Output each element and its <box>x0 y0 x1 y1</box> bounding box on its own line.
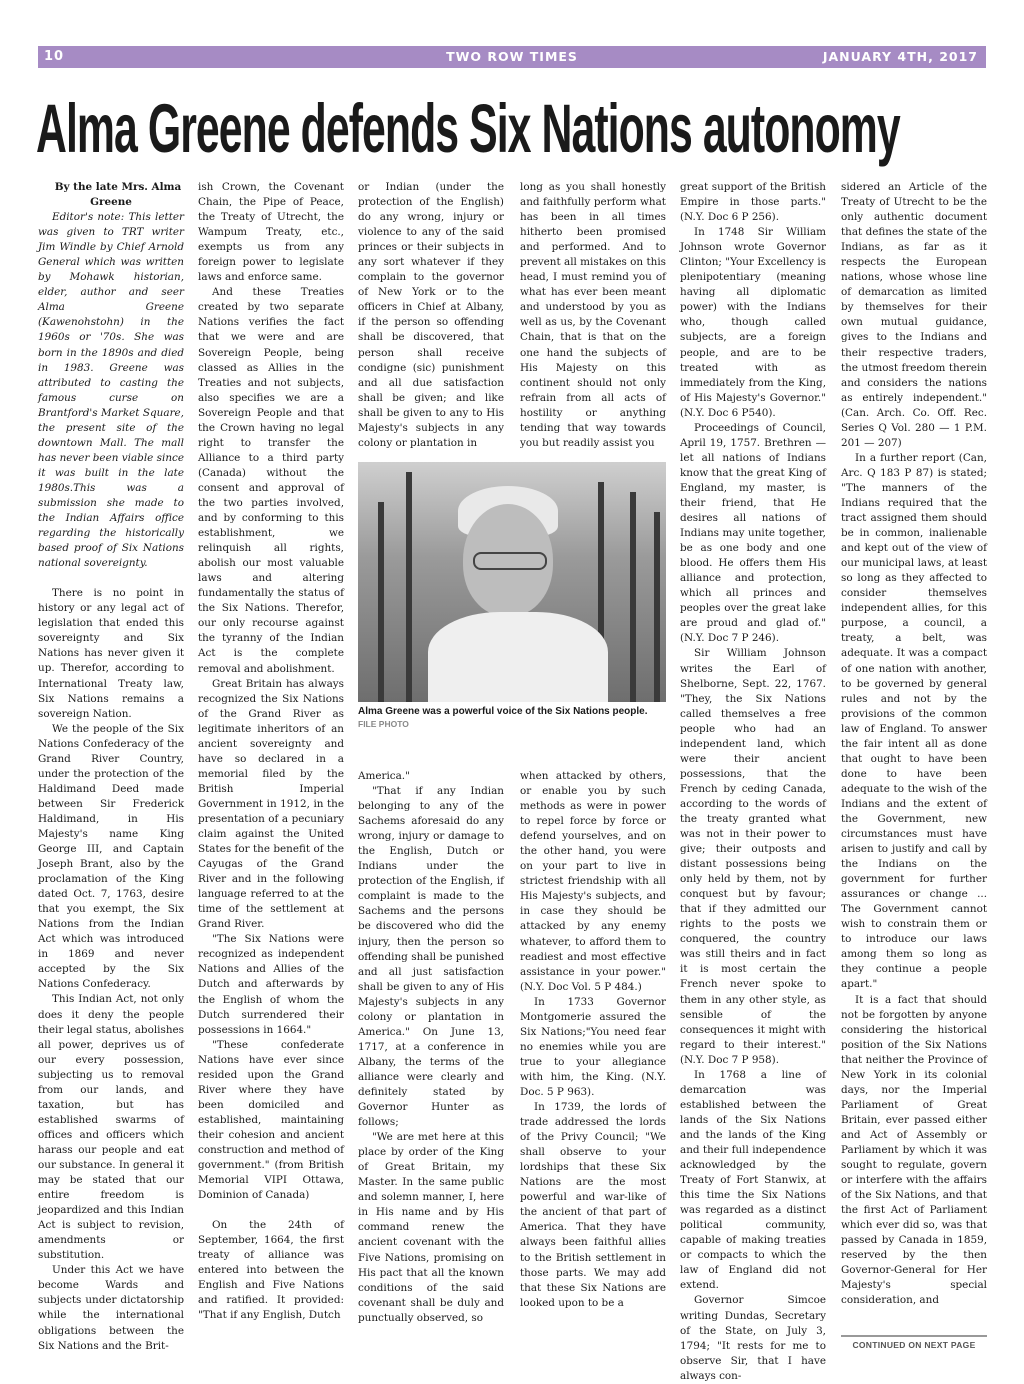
column-4-body-bottom <box>520 769 666 1311</box>
paragraph: In 1739, the lords of trade addressed the lords of the Privy Council; "We shall observe to your lordships that these Six Nations are the most powerful and war-like of the ancient of that part of America. That they have always been faithful allies to the British settlement in those parts. We may add that these Six Nations are looked upon to be a <box>520 1101 666 1309</box>
photo-caption <box>358 706 666 731</box>
column-3-body-top <box>358 180 504 451</box>
paragraph: ish Crown, the Covenant Chain, the Pipe of Peace, the Treaty of Utrecht, the Wampum Treaty, etc., exempts us from any foreign power to legislate laws and enforce same. <box>198 181 344 284</box>
column-3-bottom <box>358 769 504 1326</box>
paragraph: great support of the British Empire in those parts." (N.Y. Doc 6 P 256). <box>680 181 826 224</box>
paragraph: Great Britain has always recognized the Six Nations of the Grand River as legitimate inheritors of an ancient sovereignty and have so declared in a memorial filed by the British Imperial Government in 1912, in the presentation of a pecuniary claim against the United States for the benefit of the Cayugas of the Grand River and in the following language referred to at the time of the settlement at Grand River. <box>198 677 344 931</box>
paragraph: "That if any Indian belonging to any of the Sachems aforesaid do any wrong, injury or damage to the English, Dutch or Indians under the protection of the English, if complaint is made to the Sachems and the persons be discovered who did the injury, then the person so offending shall be punished and all just satisfaction shall be given to any of His Majesty's subjects in any colony or plantation in America." On June 13, 1717, at a conference in Albany, the terms of the alliance were clearly and definitely stated by Governor Hunter as follows; <box>358 785 504 1129</box>
article-headline: Alma Greene defends Six Nations autonomy <box>36 90 900 167</box>
publication-name: TWO ROW TIMES <box>446 49 578 64</box>
paragraph: Governor Simcoe writing Dundas, Secretary of the State, on July 3, 1794; "It rests for me to observe Sir, that I have always con- <box>680 1294 826 1382</box>
column-5 <box>680 180 826 1384</box>
paragraph: "The Six Nations were recognized as independent Nations and Allies of the Dutch and afterwards by the English of whom the Dutch surrendered their possessions in 1664." <box>198 933 344 1036</box>
column-6 <box>841 180 987 1309</box>
issue-date: JANUARY 4TH, 2017 <box>822 49 978 64</box>
column-1-body <box>38 586 184 1353</box>
column-6-body <box>841 180 987 1309</box>
column-3-top <box>358 180 504 451</box>
paragraph: "We are met here at this place by order of the King of Great Britain, my Master. In the same public and solemn manner, I, here in His name and by His command renew the ancient covenant with the Five Nations, promising on His pact that all the known conditions of the said covenant shall be duly and punctually observed, so <box>358 1131 504 1324</box>
paragraph: America." <box>358 770 410 782</box>
paragraph: On the 24th of September, 1664, the first treaty of alliance was entered into between the English and Five Nations and ratified. It provided: "That if any English, Dutch <box>198 1219 344 1322</box>
page-number: 10 <box>44 49 65 64</box>
editor-note: Editor's note: This letter was given to TRT writer Jim Windle by Chief Arnold General which was written by Mohawk historian, elder, author and seer Alma Greene (Kawenohstohn) in the 1960s or '70s. She was born in the 1890s and died in 1983. Greene was attributed to casting the famous curse on Brantford's Market Square, the present site of the downtown Mall. The mall has never been viable since it was built in the late 1980s.This was a submission she made to the Indian Affairs office regarding the historically based proof of Six Nations national sovereignty. <box>38 211 184 570</box>
paragraph: This Indian Act, not only does it deny the people their legal status, abolishes all power, deprives us of our every possession, subjecting us to removal from our lands, and taxation, but has established swarms of offices and officers which harass our people and eat our substance. In general it may be stated that our entire freedom is jeopardized and this Indian Act is subject to revision, amendments or substitution. <box>38 993 184 1262</box>
column-5-body <box>680 180 826 1384</box>
paragraph: In 1768 a line of demarcation was established between the lands of the Six Nations and the lands of the King and their full independence acknowledged by the Treaty of Fort Stanwix, at this time the Six Nations was regarded as a distinct political community, capable of making treaties or compacts to which the law of England did not extend. <box>680 1068 826 1292</box>
paragraph: And these Treaties created by two separate Nations verifies the fact that we were and are Sovereign People, being classed as Allies in the Treaties and not subjects, also specifies we are a Sovereign People and that the Crown having no legal right to transfer the Alliance to a third party (Canada) without the consent and approval of the two parties involved, and by conforming to this establishment, we relinquish all rights, abolish our most valuable laws and altering fundamentally the status of the Six Nations. Therefor, our only recourse against the tyranny of the Indian Act is the complete removal and abolishment. <box>198 286 344 675</box>
paragraph: "These confederate Nations have ever since resided upon the Grand River where they have been domiciled and established, maintaining their cohesion and ancient construction and method of government." (from British Memorial VIPI Ottawa, Dominion of Canada) <box>198 1038 344 1202</box>
paragraph: Sir William Johnson writes the Earl of Shelborne, Sept. 22, 1767. "They, the Six Nations called themselves a free people who had an independent land, which were their ancient possessions, that the French by ceding Canada, according to the words of the treaty granted what was not in their power to give; their outposts and distant possessions being only held by them, not by conquest but by favour; that if they admitted our rights to the posts we conquered, the country was still theirs and in fact it is most certain the French never spoke to them in any other style, as sensible of the consequences it might with regard to their interest." (N.Y. Doc 7 P 958). <box>680 647 826 1066</box>
paragraph: or Indian (under the protection of the English) do any wrong, injury or violence to any of the said princes or their subjects in any sort whatever if they complain to the governor of New York or to the officers in Chief at Albany, if the person so offending shall be discovered, that person shall receive condigne (sic) punishment and all due satisfaction shall be given; and like shall be given to any to His Majesty's subjects in any colony or plantation in <box>358 181 504 449</box>
paragraph: In 1733 Governor Montgomerie assured the Six Nations;"You need fear no enemies while you are true to your allegiance with him, the King. (N.Y. Doc. 5 P 963). <box>520 995 666 1098</box>
paragraph: It is a fact that should not be forgotten by anyone considering the historical position of the Six Nations that neither the Province of New York in its colonial days, nor the Imperial Parliament of Great Britain, ever passed either and Act of Assembly or Parliament by which it was sought to regulate, govern or interfere with the affairs of the Six Nations, and that the first Act of Parliament which ever did so, was that passed by Canada in 1859, reserved by the then Governor-General for Her Majesty's special consideration, and <box>841 993 987 1307</box>
page-header-bar <box>38 46 986 68</box>
photo-caption-text: Alma Greene was a powerful voice of the Six Nations people. <box>358 706 648 717</box>
photo-credit: FILE PHOTO <box>358 719 409 729</box>
paragraph: In 1748 Sir William Johnson wrote Governor Clinton; "Your Excellency is plenipotentiary (meaning having all diplomatic power) with the Indians who, though called subjects, are a foreign people, and are to be treated with as immediately from the King, of His Majesty's Governor." (N.Y. Doc 6 P540). <box>680 226 826 419</box>
column-2 <box>198 180 344 1324</box>
column-4-top <box>520 180 666 451</box>
paragraph: sidered an Article of the Treaty of Utrecht to be the only authentic document that defines the state of the Indians, as far as it respects the European nations, whose whose line of demarcation as limited by themselves for their own mutual guidance, gives to the Indians and their respective traders, the utmost freedom therein and considers the nations as entirely independent." (Can. Arch. Co. Off. Rec. Series Q Vol. 280 — 1 P.M. 201 — 207) <box>841 181 987 449</box>
column-3-body-bottom <box>358 769 504 1326</box>
column-4-bottom <box>520 769 666 1311</box>
paragraph: when attacked by others, or enable you by such methods as were in power to repel force by force or defend yourselves, and on the other hand, you were on your part to live in strictest friendship with all His Majesty's subjects, and in case they should be attacked by any enemy whatever, to afford them to readiest and most effective assistance in your power." (N.Y. Doc Vol. 5 P 484.) <box>520 770 666 993</box>
paragraph: Under this Act we have become Wards and subjects under dictatorship while the international obligations between the Six Nations and the Brit- <box>38 1264 184 1352</box>
alma-greene-photo <box>358 462 666 702</box>
column-2-body-top <box>198 180 344 1203</box>
column-4-body-top <box>520 180 666 451</box>
column-1 <box>38 180 184 1354</box>
column-2-body-bottom <box>198 1218 344 1323</box>
paragraph: There is no point in history or any legal act of legislation that ended this sovereignty and Six Nations has never given it up. Therefor, according to International Treaty law, Six Nations remains a sovereign Nation. <box>38 587 184 720</box>
continued-on-next-page: CONTINUED ON NEXT PAGE <box>841 1335 987 1350</box>
paragraph: Proceedings of Council, April 19, 1757. Brethren — let all nations of Indians know that the great King of England, my master, is their friend, that He desires all nations of Indians may unite together, be as one body and one blood. He offers them His alliance and protection, which all princes and peoples over the great lake are proud and glad of." (N.Y. Doc 7 P 246). <box>680 421 826 645</box>
paragraph: We the people of the Six Nations Confederacy of the Grand River Country, under the protection of the Haldimand Deed made between Sir Frederick Haldimand, in His Majesty's name King George III, and Captain Joseph Brant, also by the proclamation of the King dated Oct. 7, 1763, desire that you exempt, the Six Nations from the Indian Act which was introduced in 1869 and never accepted by the Six Nations Confederacy. <box>38 722 184 991</box>
byline: By the late Mrs. Alma Greene <box>54 181 182 209</box>
paragraph: long as you shall honestly and faithfully perform what has been in all times hitherto been promised and performed. And to prevent all mistakes on this head, I must remind you of what has ever been meant and understood by you as well as us, by the Covenant Chain, that is that on the one hand the subjects of His Majesty on this continent should not only refrain from all acts of hostility or anything tending that way towards you but readily assist you <box>520 181 666 449</box>
paragraph: In a further report (Can, Arc. Q 183 P 87) is stated; "The manners of the Indians required that the tract assigned them should be in common, inalienable and kept out of the view of our municipal laws, at least so long as they affected to consider themselves independent allies, for this purpose, a council, a treaty, a belt, was adequate. It was a compact of one nation with another, to be governed by general rules and not by the provisions of the common law of England. To answer the fair intent all as done that ought to have been done to have been adequate to the wish of the Indians and the extent of the Government, new circumstances must have arisen to justify and call by the Indians on the government for further assurances or change ... The Government cannot wish to constrain them or to introduce our laws among them so long as they continue a people apart." <box>841 451 987 991</box>
